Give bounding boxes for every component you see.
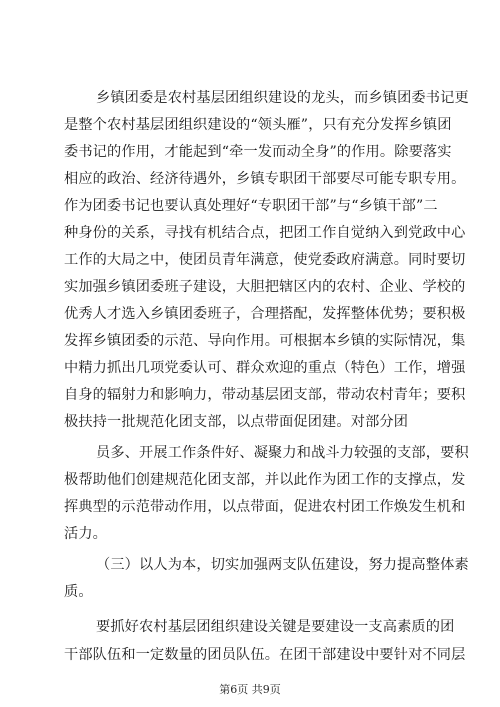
body-line-3: 委书记的作用，才能起到“牵一发而动全身”的作用。除要落实 bbox=[64, 144, 452, 160]
body-line-15: 极帮助他们创建规范化团支部，并以此作为团工作的支撑点，发 bbox=[64, 472, 466, 488]
body-line-19: 干部队伍和一定数量的团员队伍。在团干部建设中要针对不同层 bbox=[64, 647, 466, 663]
body-line-1: 乡镇团委是农村基层团组织建设的龙头，而乡镇团委书记更 bbox=[96, 90, 469, 106]
body-line-7: 工作的大局之中，使团员青年满意，使党委政府满意。同时要切 bbox=[64, 252, 466, 268]
body-line-6: 种身份的关系，寻找有机结合点，把团工作自觉纳入到党政中心 bbox=[64, 225, 466, 241]
body-line-16: 挥典型的示范带动作用，以点带面，促进农村团工作焕发生机和 bbox=[64, 499, 466, 515]
body-line-5: 作为团委书记也要认真处理好“专职团干部”与“乡镇干部”二 bbox=[64, 198, 438, 214]
body-line-9: 优秀人才选入乡镇团委班子，合理搭配，发挥整体优势；要积极 bbox=[64, 306, 466, 322]
body-line-18: 要抓好农村基层团组织建设关键是要建设一支高素质的团 bbox=[96, 619, 455, 635]
body-line-8: 实加强乡镇团委班子建设，大胆把辖区内的农村、企业、学校的 bbox=[64, 279, 466, 295]
body-line-12: 自身的辐射力和影响力，带动基层团支部，带动农村青年；要积 bbox=[64, 387, 466, 403]
body-line-10: 发挥乡镇团委的示范、导向作用。可根据本乡镇的实际情况，集 bbox=[64, 333, 466, 349]
body-line-13: 极扶持一批规范化团支部，以点带面促团建。对部分团 bbox=[64, 414, 409, 430]
body-line-4: 相应的政治、经济待遇外，乡镇专职团干部要尽可能专职专用。 bbox=[64, 171, 466, 187]
body-line-17: 活力。 bbox=[64, 526, 108, 542]
body-line-11: 中精力抓出几项党委认可、群众欢迎的重点（特色）工作，增强 bbox=[64, 360, 466, 376]
section-heading-line-2: 质。 bbox=[64, 584, 93, 600]
page-number-footer: 第6页 共9页 bbox=[219, 683, 281, 696]
body-line-2: 是整个农村基层团组织建设的“领头雁”，只有充分发挥乡镇团 bbox=[64, 117, 452, 133]
section-heading-line-1: （三）以人为本，切实加强两支队伍建设，努力提高整体素 bbox=[96, 557, 469, 573]
body-line-14: 员多、开展工作条件好、凝聚力和战斗力较强的支部，要积 bbox=[96, 445, 469, 461]
